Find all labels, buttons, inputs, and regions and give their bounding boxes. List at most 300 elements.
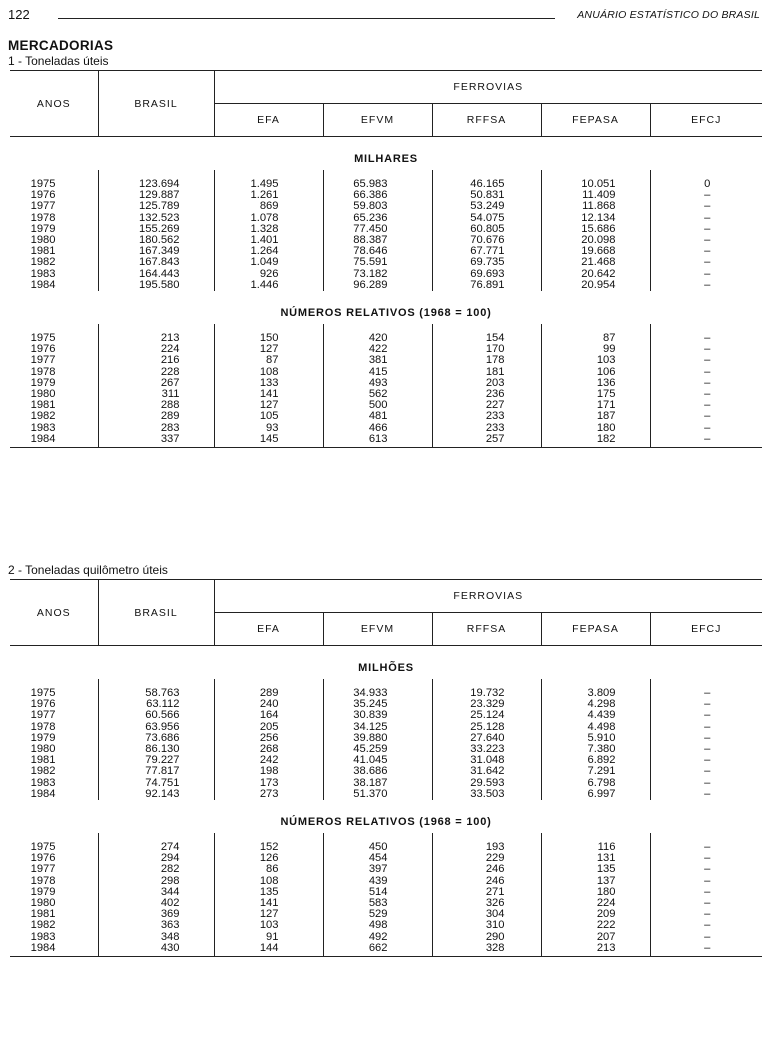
cell-efvm: 420 [323,333,432,344]
cell-efcj: – [704,343,711,356]
cell-efvm: 492 [323,932,432,943]
cell-year: 1981 [30,754,56,767]
cell-efvm: 39.880 [323,733,432,744]
cell-efvm: 66.386 [323,190,432,201]
cell-fepasa: 6.798 [541,778,650,789]
cell-efcj: – [650,434,762,448]
cell-efcj: – [704,885,711,898]
table-row [10,766,762,777]
cell-fepasa: 135 [541,864,650,875]
cell-brasil: 129.887 [98,190,214,201]
cell-efcj: – [704,776,711,789]
cell-brasil: 363 [98,920,214,931]
cell-year: 1984 [10,434,98,448]
cell-efa: 141 [214,898,323,909]
cell-efcj: – [704,919,711,932]
cell-efa: 126 [214,853,323,864]
cell-efa: 926 [214,269,323,280]
cell-brasil: 228 [98,367,214,378]
data-table [10,70,762,448]
cell-rffsa: 227 [432,400,541,411]
header-efa: EFA [214,613,323,646]
cell-efa: 198 [214,766,323,777]
cell-fepasa: 11.868 [541,201,650,212]
cell-efcj: – [704,731,711,744]
cell-fepasa: 137 [541,876,650,887]
cell-fepasa: 175 [541,389,650,400]
cell-efvm: 73.182 [323,269,432,280]
cell-efcj: – [704,863,711,876]
cell-year: 1977 [30,354,56,367]
cell-year: 1980 [30,743,56,756]
cell-efa: 103 [214,920,323,931]
cell-efa: 869 [214,201,323,212]
cell-rffsa: 60.805 [432,224,541,235]
cell-brasil: 58.763 [98,688,214,699]
cell-year: 1983 [30,267,56,280]
cell-brasil: 195.580 [98,280,214,291]
cell-rffsa: 46.165 [432,179,541,190]
cell-rffsa: 178 [432,355,541,366]
cell-efcj: – [704,256,711,269]
cell-efvm: 77.450 [323,224,432,235]
cell-rffsa: 170 [432,344,541,355]
cell-efcj: – [704,399,711,412]
cell-efa: 127 [214,909,323,920]
table-row [10,943,762,957]
section-title: MERCADORIAS [8,38,114,53]
cell-brasil: 213 [98,333,214,344]
header-anos: ANOS [10,71,98,137]
cell-efa: 135 [214,887,323,898]
cell-efa: 1.495 [214,179,323,190]
cell-efcj: – [704,787,711,800]
cell-efcj: – [704,754,711,767]
cell-efa: 268 [214,744,323,755]
cell-efcj: – [704,354,711,367]
cell-brasil: 125.789 [98,201,214,212]
cell-efvm: 439 [323,876,432,887]
cell-efcj: – [704,332,711,345]
cell-efa: 1.049 [214,257,323,268]
cell-year: 1976 [30,343,56,356]
table-2 [10,579,762,957]
cell-efcj: – [650,943,762,957]
cell-brasil: 282 [98,864,214,875]
cell-year: 1978 [30,211,56,224]
cell-rffsa: 236 [432,389,541,400]
cell-efvm: 422 [323,344,432,355]
cell-brasil: 369 [98,909,214,920]
cell-rffsa: 326 [432,898,541,909]
cell-year: 1977 [30,709,56,722]
cell-fepasa: 15.686 [541,224,650,235]
cell-year: 1982 [30,765,56,778]
cell-rffsa: 304 [432,909,541,920]
cell-year: 1978 [30,874,56,887]
cell-efcj: – [704,709,711,722]
cell-rffsa: 233 [432,411,541,422]
cell-fepasa: 106 [541,367,650,378]
cell-fepasa: 182 [541,434,650,448]
cell-fepasa: 171 [541,400,650,411]
cell-efvm: 454 [323,853,432,864]
cell-rffsa: 233 [432,423,541,434]
cell-brasil: 123.694 [98,179,214,190]
cell-efa: 256 [214,733,323,744]
cell-brasil: 73.686 [98,733,214,744]
cell-fepasa: 116 [541,842,650,853]
cell-year: 1975 [30,178,56,190]
cell-efa: 1.401 [214,235,323,246]
table-row [10,434,762,448]
table-row [10,355,762,366]
cell-rffsa: 31.642 [432,766,541,777]
header-rule [58,18,555,19]
cell-efcj: – [704,421,711,434]
cell-efa: 152 [214,842,323,853]
cell-brasil: 274 [98,842,214,853]
cell-efvm: 415 [323,367,432,378]
cell-efvm: 65.236 [323,213,432,224]
cell-efcj: – [704,908,711,921]
table-row [10,864,762,875]
cell-brasil: 167.843 [98,257,214,268]
cell-brasil: 86.130 [98,744,214,755]
cell-rffsa: 27.640 [432,733,541,744]
table-row [10,710,762,721]
table-1-subtitle: 1 - Toneladas úteis [8,54,109,68]
cell-rffsa: 67.771 [432,246,541,257]
cell-efcj: – [704,376,711,389]
header-ferrovias: FERROVIAS [214,580,762,613]
cell-efvm: 562 [323,389,432,400]
cell-fepasa: 20.642 [541,269,650,280]
header-rffsa: RFFSA [432,613,541,646]
header-rffsa: RFFSA [432,104,541,137]
cell-year: 1983 [30,421,56,434]
cell-efa: 145 [214,434,323,448]
cell-fepasa: 12.134 [541,213,650,224]
cell-efcj: – [704,765,711,778]
cell-rffsa: 290 [432,932,541,943]
table-1 [10,70,762,448]
cell-efcj: – [704,234,711,247]
cell-year: 1981 [30,399,56,412]
cell-efcj: – [704,720,711,733]
header-ferrovias: FERROVIAS [214,71,762,104]
cell-fepasa: 7.380 [541,744,650,755]
cell-brasil: 164.443 [98,269,214,280]
cell-brasil: 289 [98,411,214,422]
cell-efa: 205 [214,722,323,733]
table-row [10,201,762,212]
cell-efa: 1.078 [214,213,323,224]
cell-efcj: – [704,852,711,865]
cell-efcj: – [704,841,711,854]
cell-rffsa: 33.503 [432,789,541,800]
cell-efvm: 45.259 [323,744,432,755]
cell-efa: 242 [214,755,323,766]
cell-rffsa: 328 [432,943,541,957]
cell-rffsa: 203 [432,378,541,389]
cell-fepasa: 19.668 [541,246,650,257]
cell-efvm: 529 [323,909,432,920]
cell-fepasa: 7.291 [541,766,650,777]
table-row [10,257,762,268]
header-brasil: BRASIL [98,71,214,137]
cell-rffsa: 54.075 [432,213,541,224]
cell-efa: 91 [214,932,323,943]
cell-efvm: 38.686 [323,766,432,777]
cell-efa: 144 [214,943,323,957]
cell-rffsa: 76.891 [432,280,541,291]
cell-fepasa: 131 [541,853,650,864]
cell-efvm: 75.591 [323,257,432,268]
cell-brasil: 430 [98,943,214,957]
block-label: NÚMEROS RELATIVOS (1968 = 100) [280,816,492,829]
running-title: ANUÁRIO ESTATÍSTICO DO BRASIL [577,9,760,21]
cell-efcj: – [704,189,711,202]
cell-efcj: – [704,743,711,756]
cell-efcj: – [704,687,711,699]
cell-brasil: 132.523 [98,213,214,224]
cell-rffsa: 229 [432,853,541,864]
cell-efvm: 514 [323,887,432,898]
cell-efvm: 34.125 [323,722,432,733]
cell-rffsa: 310 [432,920,541,931]
cell-brasil: 167.349 [98,246,214,257]
cell-efa: 173 [214,778,323,789]
cell-year: 1979 [30,376,56,389]
cell-fepasa: 4.439 [541,710,650,721]
cell-rffsa: 23.329 [432,699,541,710]
cell-year: 1979 [30,222,56,235]
table-2-subtitle: 2 - Toneladas quilômetro úteis [8,563,168,577]
cell-efvm: 41.045 [323,755,432,766]
cell-efvm: 493 [323,378,432,389]
cell-efa: 1.261 [214,190,323,201]
cell-efa: 1.446 [214,280,323,291]
cell-rffsa: 193 [432,842,541,853]
cell-brasil: 92.143 [98,789,214,800]
cell-year: 1976 [30,698,56,711]
cell-efa: 273 [214,789,323,800]
cell-brasil: 267 [98,378,214,389]
cell-efvm: 466 [323,423,432,434]
cell-efa: 86 [214,864,323,875]
cell-year: 1979 [30,731,56,744]
cell-efcj: – [704,874,711,887]
cell-efvm: 51.370 [323,789,432,800]
cell-year: 1981 [30,908,56,921]
cell-fepasa: 103 [541,355,650,366]
cell-year: 1980 [30,388,56,401]
cell-fepasa: 6.997 [541,789,650,800]
cell-rffsa: 246 [432,876,541,887]
cell-fepasa: 6.892 [541,755,650,766]
cell-efa: 150 [214,333,323,344]
cell-rffsa: 70.676 [432,235,541,246]
cell-fepasa: 3.809 [541,688,650,699]
cell-efcj: – [704,410,711,423]
cell-rffsa: 19.732 [432,688,541,699]
cell-rffsa: 50.831 [432,190,541,201]
cell-efvm: 498 [323,920,432,931]
cell-fepasa: 21.468 [541,257,650,268]
cell-fepasa: 20.098 [541,235,650,246]
cell-fepasa: 136 [541,378,650,389]
cell-rffsa: 53.249 [432,201,541,212]
cell-rffsa: 25.124 [432,710,541,721]
header-efcj: EFCJ [650,613,762,646]
cell-year: 1983 [30,930,56,943]
header-efa: EFA [214,104,323,137]
cell-efa: 105 [214,411,323,422]
cell-efcj: – [704,388,711,401]
cell-rffsa: 246 [432,864,541,875]
cell-brasil: 74.751 [98,778,214,789]
cell-efa: 240 [214,699,323,710]
cell-efa: 289 [214,688,323,699]
cell-efvm: 662 [323,943,432,957]
cell-year: 1984 [30,787,56,800]
cell-brasil: 348 [98,932,214,943]
cell-efcj: 0 [704,178,711,190]
table-row [10,920,762,931]
cell-efvm: 613 [323,434,432,448]
header-efvm: EFVM [323,104,432,137]
page-number: 122 [8,7,30,22]
cell-year: 1979 [30,885,56,898]
header-efvm: EFVM [323,613,432,646]
cell-brasil: 63.112 [98,699,214,710]
cell-efvm: 35.245 [323,699,432,710]
cell-efa: 133 [214,378,323,389]
cell-efvm: 65.983 [323,179,432,190]
cell-efvm: 583 [323,898,432,909]
cell-efcj: – [704,222,711,235]
table-row [10,411,762,422]
cell-efvm: 59.803 [323,201,432,212]
cell-efcj: – [704,200,711,213]
header-anos: ANOS [10,580,98,646]
cell-fepasa: 213 [541,943,650,957]
cell-year: 1983 [30,776,56,789]
cell-rffsa: 69.693 [432,269,541,280]
cell-fepasa: 224 [541,898,650,909]
cell-rffsa: 257 [432,434,541,448]
cell-brasil: 77.817 [98,766,214,777]
cell-efa: 141 [214,389,323,400]
cell-brasil: 298 [98,876,214,887]
cell-efcj: – [704,211,711,224]
cell-rffsa: 181 [432,367,541,378]
cell-brasil: 180.562 [98,235,214,246]
cell-rffsa: 29.593 [432,778,541,789]
header-fepasa: FEPASA [541,104,650,137]
cell-fepasa: 209 [541,909,650,920]
cell-rffsa: 271 [432,887,541,898]
cell-fepasa: 20.954 [541,280,650,291]
cell-rffsa: 154 [432,333,541,344]
cell-efa: 1.328 [214,224,323,235]
cell-year: 1981 [30,245,56,258]
cell-brasil: 337 [98,434,214,448]
cell-brasil: 79.227 [98,755,214,766]
cell-efa: 87 [214,355,323,366]
cell-fepasa: 4.498 [541,722,650,733]
cell-efcj: – [704,930,711,943]
table-row [10,789,762,800]
cell-rffsa: 33.223 [432,744,541,755]
cell-year: 1976 [30,852,56,865]
cell-efvm: 88.387 [323,235,432,246]
cell-brasil: 294 [98,853,214,864]
cell-rffsa: 31.048 [432,755,541,766]
block-label: MILHARES [354,153,418,166]
cell-fepasa: 99 [541,344,650,355]
cell-fepasa: 180 [541,423,650,434]
table-row [10,280,762,291]
cell-year: 1975 [30,687,56,699]
cell-brasil: 216 [98,355,214,366]
cell-brasil: 344 [98,887,214,898]
cell-efcj: – [704,278,711,291]
cell-efa: 1.264 [214,246,323,257]
cell-rffsa: 69.735 [432,257,541,268]
page-header [8,4,760,24]
cell-efvm: 481 [323,411,432,422]
cell-efvm: 38.187 [323,778,432,789]
cell-efvm: 500 [323,400,432,411]
cell-year: 1978 [30,720,56,733]
cell-efvm: 34.933 [323,688,432,699]
cell-fepasa: 222 [541,920,650,931]
cell-efvm: 397 [323,864,432,875]
cell-year: 1982 [30,410,56,423]
cell-brasil: 155.269 [98,224,214,235]
cell-brasil: 402 [98,898,214,909]
cell-brasil: 311 [98,389,214,400]
cell-year: 1982 [30,256,56,269]
cell-year: 1977 [30,863,56,876]
cell-efvm: 96.289 [323,280,432,291]
cell-efvm: 30.839 [323,710,432,721]
cell-brasil: 63.956 [98,722,214,733]
cell-year: 1980 [30,897,56,910]
cell-brasil: 288 [98,400,214,411]
cell-brasil: 283 [98,423,214,434]
cell-fepasa: 187 [541,411,650,422]
cell-year: 1978 [30,365,56,378]
cell-efa: 108 [214,367,323,378]
cell-fepasa: 207 [541,932,650,943]
cell-year: 1982 [30,919,56,932]
block-label: MILHÕES [358,662,414,675]
cell-efvm: 78.646 [323,246,432,257]
cell-year: 1977 [30,200,56,213]
cell-year: 1984 [30,278,56,291]
cell-year: 1975 [30,841,56,854]
cell-year: 1980 [30,234,56,247]
cell-efa: 164 [214,710,323,721]
header-efcj: EFCJ [650,104,762,137]
cell-efvm: 450 [323,842,432,853]
cell-efcj: – [704,267,711,280]
cell-fepasa: 87 [541,333,650,344]
cell-year: 1976 [30,189,56,202]
